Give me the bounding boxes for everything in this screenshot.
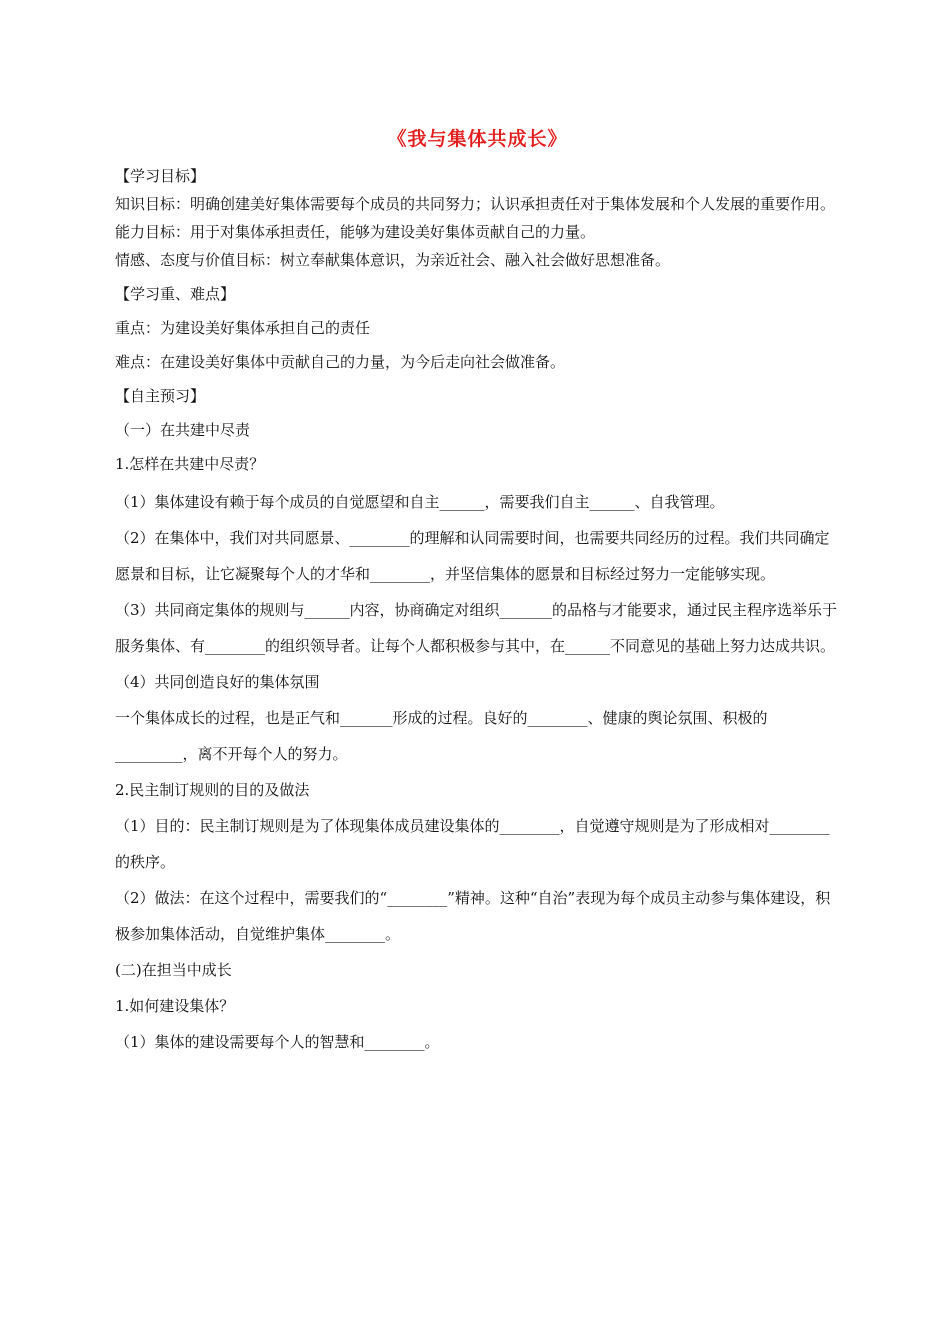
document-title: 《我与集体共成长》 [387, 128, 568, 150]
item-1-3: （3）共同商定集体的规则与______内容，协商确定对组织_______的品格与才能要求，通过民主程序选举乐于服务集体、有________的组织领导者。让每个人都积极参与其中，在______不同意见的基础上努力达成共识。 [115, 601, 838, 655]
emotion-goal: 情感、态度与价值目标：树立奉献集体意识，为亲近社会、融入社会做好思想准备。 [115, 251, 671, 269]
section-two-heading: (二)在担当中成长 [115, 961, 232, 979]
question-one: 1.怎样在共建中尽责？ [115, 455, 265, 473]
item-3-1: （1）集体的建设需要每个人的智慧和________。 [115, 1033, 440, 1051]
section-one-heading: （一）在共建中尽责 [115, 421, 251, 439]
item-1-1: （1）集体建设有赖于每个成员的自觉愿望和自主______，需要我们自主______、自我管理。 [115, 493, 725, 511]
heading-learning-goals: 【学习目标】 [115, 167, 206, 185]
knowledge-goal: 知识目标：明确创建美好集体需要每个成员的共同努力；认识承担责任对于集体发展和个人发展的重要作用。 [115, 195, 836, 213]
heading-self-preview: 【自主预习】 [115, 387, 206, 405]
item-2-1: （1）目的：民主制订规则是为了体现集体成员建设集体的________，自觉遵守规则是为了形成相对________的秩序。 [115, 817, 830, 871]
question-three: 1.如何建设集体？ [115, 997, 235, 1015]
question-two: 2.民主制订规则的目的及做法 [115, 781, 310, 799]
item-2-2: （2）做法：在这个过程中，需要我们的“________”精神。这种“自治”表现为每个成员主动参与集体建设，积极参加集体活动，自觉维护集体________。 [115, 889, 831, 943]
key-point: 重点：为建设美好集体承担自己的责任 [115, 319, 371, 337]
item-1-4-text: 一个集体成长的过程，也是正气和_______形成的过程。良好的________、健康的舆论氛围、积极的_________，离不开每个人的努力。 [115, 709, 768, 763]
difficult-point: 难点：在建设美好集体中贡献自己的力量，为今后走向社会做准备。 [115, 353, 566, 371]
item-1-4: （4）共同创造良好的集体氛围 [115, 673, 320, 691]
ability-goal: 能力目标：用于对集体承担责任，能够为建设美好集体贡献自己的力量。 [115, 223, 596, 241]
heading-key-points: 【学习重、难点】 [115, 285, 236, 303]
item-1-2: （2）在集体中，我们对共同愿景、________的理解和认同需要时间，也需要共同经历的过程。我们共同确定愿景和目标，让它凝聚每个人的才华和________，并坚信集体的愿景和目标经过努力一定能够实现。 [115, 529, 830, 583]
